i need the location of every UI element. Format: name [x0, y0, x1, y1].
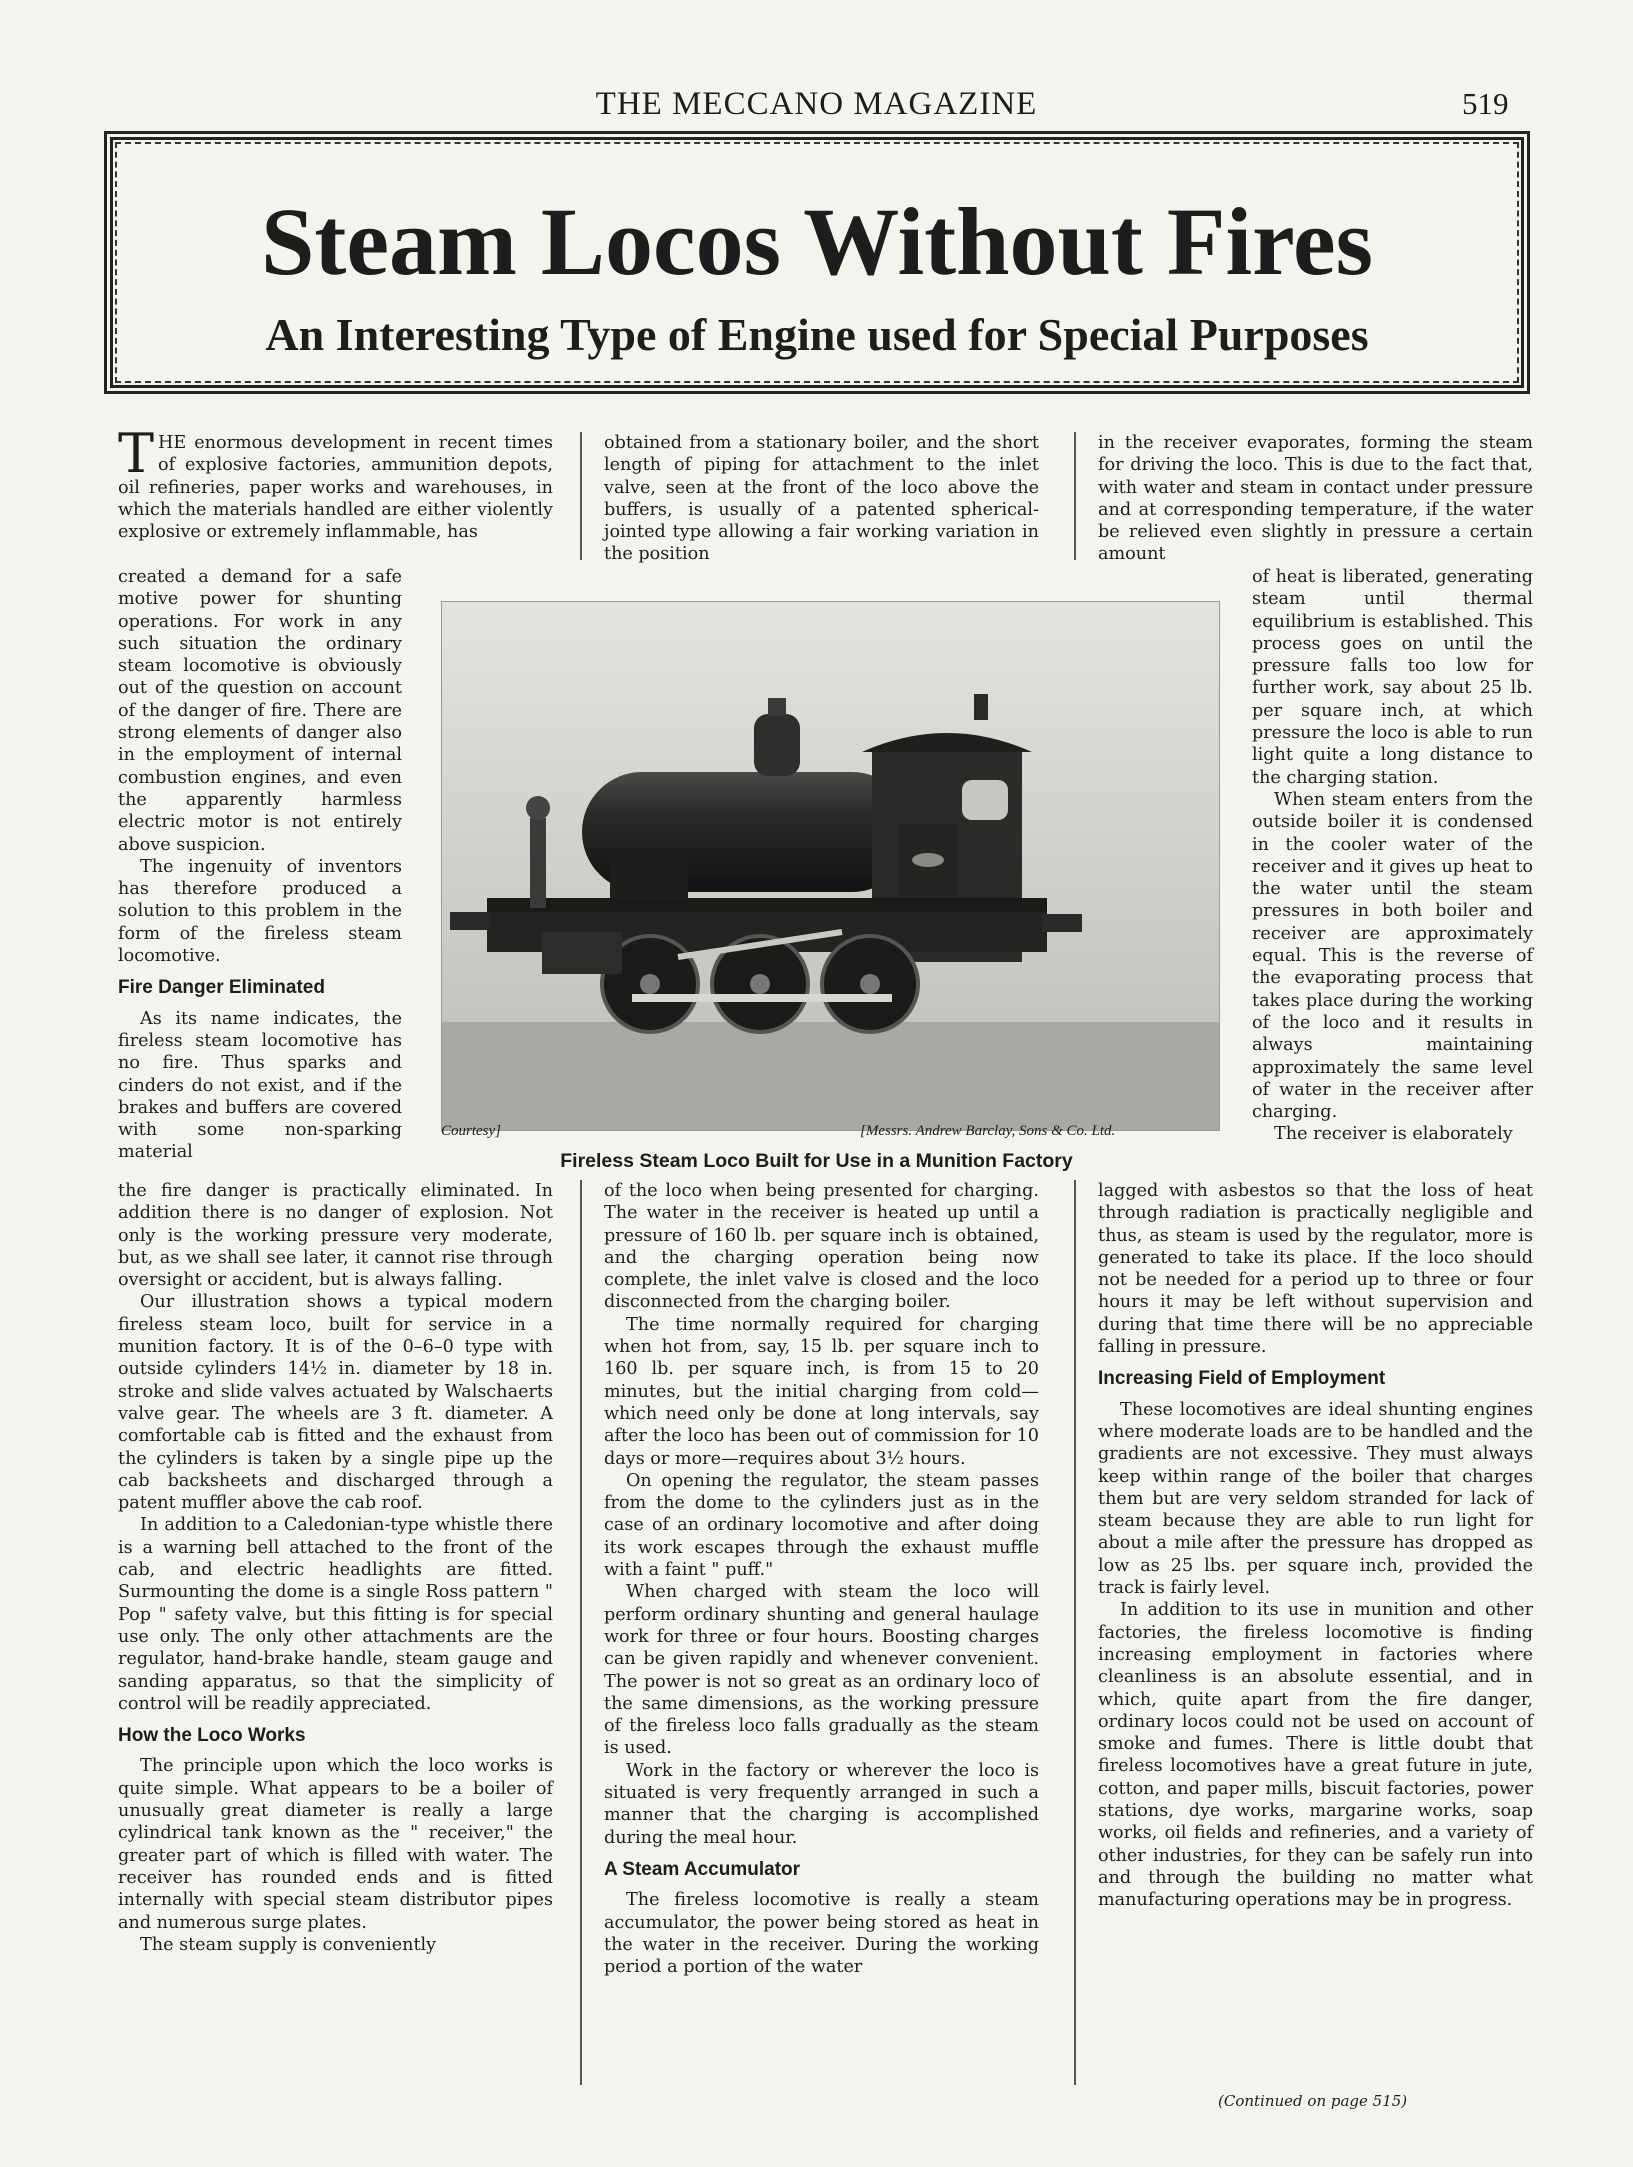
section-heading: Increasing Field of Employment — [1098, 1368, 1386, 1390]
paragraph: the fire danger is practically eliminated. In addition there is no danger of explosion. Not only is the working pressure very moderate, but, as we shall see later, it cannot rise through oversight or accident, but is always falling. — [118, 1181, 553, 1291]
col1-bottom — [118, 1180, 553, 1956]
figure-caption: Fireless Steam Loco Built for Use in a Munition Factory — [560, 1150, 1073, 1172]
paragraph: The time normally required for charging when hot from, say, 15 lb. per square inch to 160 lb. per square inch, is from 15 to 20 minutes, but the initial charging from cold—which need only be done at long intervals, say after the loco has been out of commission for 10 days or more—requires about 3½ hours. — [604, 1314, 1039, 1469]
photo-credit-left: Courtesy] — [441, 1123, 501, 1139]
paragraph: These locomotives are ideal shunting engines where moderate loads are to be handled and the gradients are not excessive. They must always keep within range of the boiler that charges them but are very seldom stranded for lack of steam because they are able to run light for about a mile after the pressure has dropped as low as 25 lbs. per square inch, provided the track is fairly level. — [1098, 1399, 1533, 1599]
photo-credit-right: [Messrs. Andrew Barclay, Sons & Co. Ltd. — [860, 1123, 1116, 1139]
intro-paragraph: HE enormous development in recent times of explosive factories, ammunition depots, oil refineries, paper works and warehouses, in which the materials handled are either violently explosive or extremely inflammable, has — [118, 433, 553, 543]
paragraph: The principle upon which the loco works is quite simple. What appears to be a boiler of unusually great diameter is really a large cylindrical tank known as the " receiver," the greater part of which is filled with water. The receiver has rounded ends and is fitted internally with special steam distributor pipes and numerous surge plates. — [118, 1756, 553, 1933]
drop-cap: T — [118, 422, 155, 485]
locomotive-photo — [441, 601, 1220, 1131]
column-rule — [1074, 432, 1076, 560]
paragraph: In addition to its use in munition and other factories, the fireless locomotive is finding increasing employment in factories where cleanliness is an absolute essential, and in which, quite apart from the fire danger, ordinary locos could not be used on account of smoke and fumes. There is little doubt that fireless locomotives have a great future in jute, cotton, and paper mills, biscuit factories, power stations, dye works, margarine works, soap works, oil fields and refineries, and a variety of other industries, for they can be safely run into and through the building no matter what manufacturing operations may be in progress. — [1098, 1600, 1533, 1911]
locomotive-illustration — [442, 602, 1220, 1131]
paragraph: Our illustration shows a typical modern fireless steam loco, built for service in a munition factory. It is of the 0–6–0 type with outside cylinders 14½ in. diameter by 18 in. stroke and slide valves actuated by Walschaerts valve gear. The wheels are 3 ft. diameter. A comfortable cab is fitted and the exhaust from the cylinders is taken by a single pipe up the cab backsheets and discharged through a patent muffler above the cab roof. — [118, 1292, 553, 1514]
continued-note: (Continued on page 515) — [1218, 2092, 1408, 2110]
page-number: 519 — [1462, 86, 1509, 121]
paragraph: of the loco when being presented for charging. The water in the receiver is heated up until a pressure of 160 lb. per square inch is obtained, and the charging operation being now complete, the inlet valve is closed and the loco disconnected from the charging boiler. — [604, 1181, 1039, 1313]
section-heading: A Steam Accumulator — [604, 1858, 801, 1880]
magazine-name: THE MECCANO MAGAZINE — [595, 86, 1038, 122]
col3-narrow — [1252, 566, 1533, 1146]
column-rule — [580, 432, 582, 560]
col1-top — [118, 422, 553, 543]
col3-top — [1098, 432, 1533, 566]
paragraph: Work in the factory or wherever the loco is situated is very frequently arranged in such a manner that the charging is accomplished during the meal hour. — [604, 1760, 1039, 1848]
paragraph: The steam supply is conveniently — [140, 1934, 437, 1955]
paragraph: In addition to a Caledonian-type whistle there is a warning bell attached to the front of the cab, and electric headlights are fitted. Surmounting the dome is a single Ross pattern " Pop " safety valve, but this fitting is for special use only. The only other attachments are the regulator, hand-brake handle, steam gauge and sanding apparatus, so that the simplicity of control will be readily appreciated. — [118, 1515, 553, 1714]
paragraph: in the receiver evaporates, forming the steam for driving the loco. This is due to the fact that, with water and steam in contact under pressure and at corresponding temperature, if the water be relieved even slightly in pressure a certain amount — [1098, 433, 1533, 565]
article-subtitle: An Interesting Type of Engine used for Special Purposes — [265, 309, 1369, 360]
col3-bottom — [1098, 1180, 1533, 1912]
paragraph: When steam enters from the outside boiler it is condensed in the cooler water of the receiver and it gives up heat to the water until the steam pressures in both boiler and receiver are approximately equal. This is the reverse of the evaporating process that takes place during the working of the loco and it results in always maintaining approximately the same level of water in the receiver after charging. — [1252, 789, 1533, 1123]
paragraph: When charged with steam the loco will perform ordinary shunting and general haulage work for three or four hours. Boosting charges can be given rapidly and whenever convenient. The power is not so great as an ordinary loco of the same dimensions, as the working pressure of the fireless loco falls gradually as the steam is used. — [604, 1582, 1039, 1759]
paragraph: The receiver is elaborately — [1274, 1124, 1513, 1145]
paragraph: created a demand for a safe motive power for shunting operations. For work in any such situation the ordinary steam locomotive is obviously out of the question on account of the danger of fire. There are strong elements of danger also in the employment of internal combustion engines, and even the apparently harmless electric motor is not entirely above suspicion. — [118, 567, 402, 855]
paragraph: of heat is liberated, generating steam until thermal equilibrium is established. This process goes on until the pressure falls too low for further work, say about 25 lb. per square inch, at which pressure the loco is able to run light quite a long distance to the charging station. — [1252, 567, 1533, 788]
column-rule — [1074, 1180, 1076, 2085]
article-title: Steam Locos Without Fires — [260, 188, 1373, 295]
running-header — [0, 86, 1633, 126]
col1-narrow — [118, 566, 402, 1164]
column-rule — [580, 1180, 582, 2085]
section-heading: How the Loco Works — [118, 1725, 306, 1747]
paragraph: obtained from a stationary boiler, and the short length of piping for attachment to the inlet valve, seen at the front of the loco above the buffers, is usually of a patented spherical-jointed type allowing a fair working variation in the position — [604, 433, 1039, 565]
paragraph: The ingenuity of inventors has therefore produced a solution to this problem in the form of the fireless steam locomotive. — [118, 856, 402, 967]
paragraph: On opening the regulator, the steam passes from the dome to the cylinders just as in the case of an ordinary locomotive and after doing its work escapes through the exhaust muffle with a faint " puff." — [604, 1470, 1039, 1581]
paragraph: The fireless locomotive is really a steam accumulator, the power being stored as heat in the water in the receiver. During the working period a portion of the water — [604, 1890, 1039, 1978]
section-heading: Fire Danger Eliminated — [118, 977, 325, 999]
paragraph: As its name indicates, the fireless steam locomotive has no fire. Thus sparks and cinders do not exist, and if the brakes and buffers are covered with some non-sparking material — [118, 1008, 402, 1163]
col2-bottom — [604, 1180, 1039, 1978]
paragraph: lagged with asbestos so that the loss of heat through radiation is practically negligible and thus, as steam is used by the regulator, more is generated to take its place. If the loco should not be needed for a period up to three or four hours it may be left without supervision and during that time there will be no appreciable falling in pressure. — [1098, 1181, 1533, 1358]
title-box — [104, 131, 1530, 394]
col2-top — [604, 432, 1039, 566]
